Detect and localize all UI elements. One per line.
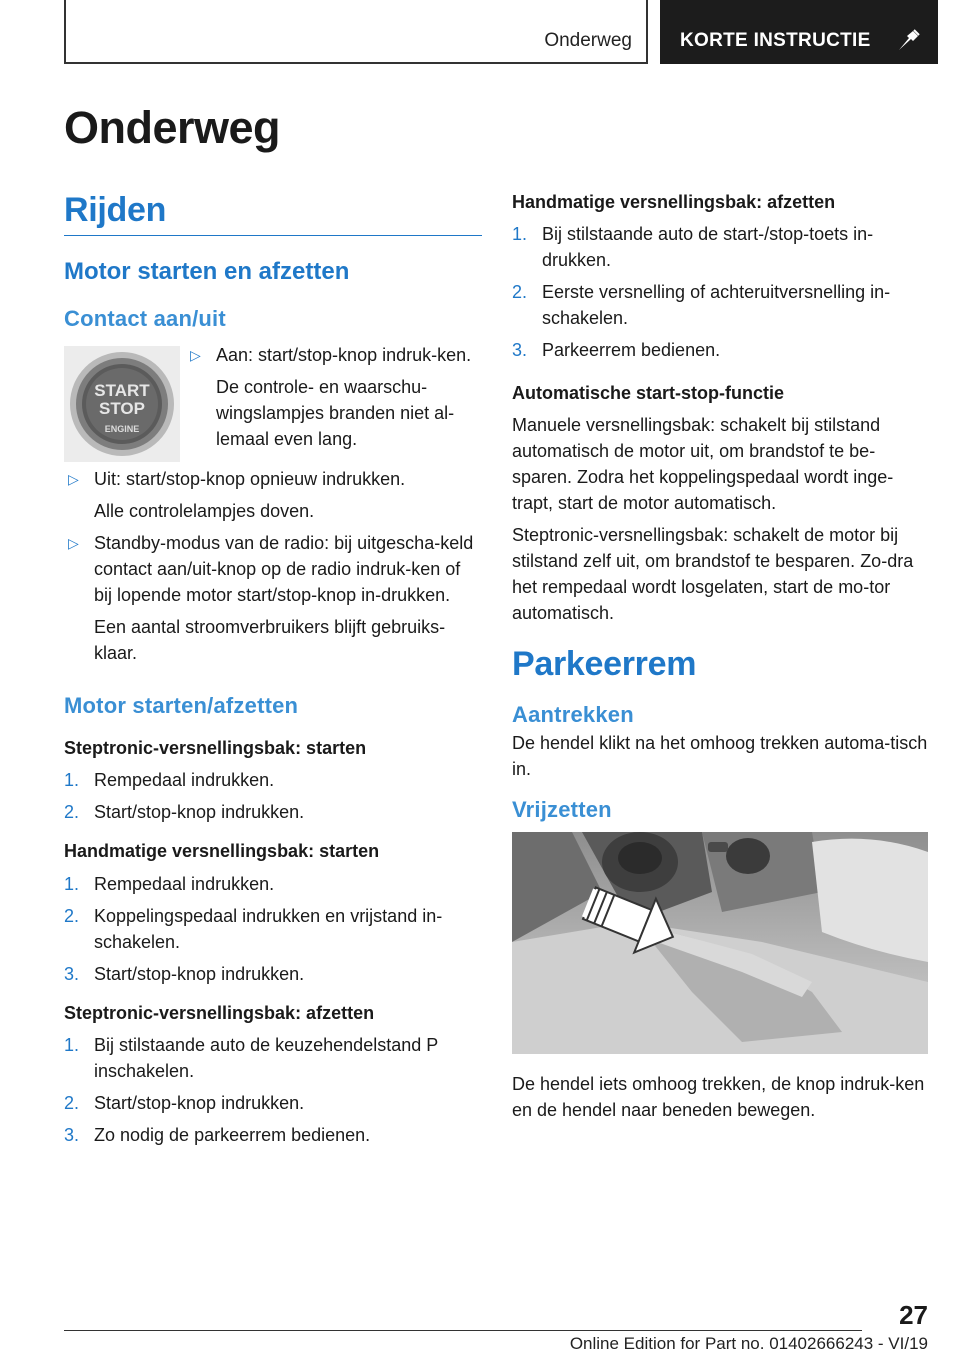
subheading-steptronic-starten: Steptronic-versnellingsbak: starten <box>64 738 367 759</box>
list-item <box>64 1032 482 1084</box>
step-text: Bij stilstaande auto de start-/stop-toets in-drukken. <box>542 224 874 271</box>
triangle-bullet-icon: ▷ <box>190 346 201 363</box>
step-number: 1. <box>64 770 80 791</box>
list-item <box>64 466 482 524</box>
heading-rijden: Rijden <box>64 190 482 236</box>
step-number: 2. <box>512 282 528 303</box>
footer-divider <box>64 1330 862 1331</box>
step-number: 1. <box>64 1034 80 1055</box>
step-number: 2. <box>64 1092 80 1113</box>
step-number: 3. <box>64 1124 80 1145</box>
list-item <box>64 903 482 955</box>
subheading-auto-start-stop: Automatische start-stop-functie <box>512 383 785 404</box>
chapter-title: Onderweg <box>64 102 281 153</box>
step-text: Rempedaal indrukken. <box>94 873 275 894</box>
right-column <box>512 190 930 1129</box>
step-number: 2. <box>64 802 80 823</box>
footer-edition: Online Edition for Part no. 01402666243 - VI/19 <box>569 1334 928 1353</box>
triangle-bullet-icon: ▷ <box>68 534 79 551</box>
heading-motor-starten-afzetten: Motor starten en afzetten <box>64 257 350 285</box>
steps-steptronic-starten <box>64 767 482 825</box>
step-number: 1. <box>512 224 528 245</box>
step-text: Start/stop-knop indrukken. <box>94 1092 305 1113</box>
contact-standby-note: Een aantal stroomverbruikers blijft gebruiks-klaar. <box>94 616 446 663</box>
handbrake-photo <box>512 832 928 1054</box>
step-text: Bij stilstaande auto de keuzehendelstand P inschakelen. <box>94 1034 438 1081</box>
list-item <box>64 1090 482 1116</box>
step-number: 2. <box>64 905 80 926</box>
step-text: Eerste versnelling of achteruitversnelling in-schakelen. <box>542 282 891 329</box>
page-number: 27 <box>899 1300 928 1330</box>
step-text: Zo nodig de parkeerrem bedienen. <box>94 1124 371 1145</box>
step-text: Koppelingspedaal indrukken en vrijstand in-schakelen. <box>94 905 443 952</box>
start-stop-engine-icon <box>64 346 180 462</box>
step-number: 3. <box>64 963 80 984</box>
header-section-box <box>64 0 648 64</box>
list-item <box>64 961 482 987</box>
contact-list-aan <box>186 342 482 462</box>
list-item <box>64 767 482 793</box>
contact-list <box>64 466 482 666</box>
subheading-handmatig-starten: Handmatige versnellingsbak: starten <box>64 841 380 862</box>
steps-steptronic-afzetten <box>64 1032 482 1148</box>
list-item <box>512 337 930 363</box>
list-item <box>512 279 930 331</box>
vrijzetten-text: De hendel iets omhoog trekken, de knop indruk-ken en de hendel naar beneden bewegen. <box>512 1074 925 1121</box>
heading-motor-starten: Motor starten/afzetten <box>64 692 299 718</box>
heading-parkeerrem: Parkeerrem <box>512 645 697 684</box>
lightning-icon <box>896 27 922 53</box>
auto-start-stop-para-2: Steptronic-versnellingsbak: schakelt de motor bij stilstand zelf uit, om brandstof te besparen. Zo-dra het rempedaal wordt losgelaten, start de mo-tor automatisch. <box>512 525 914 624</box>
contact-aan-text: Aan: start/stop-knop indruk-ken. <box>216 344 472 365</box>
left-column <box>64 190 482 1154</box>
header-section-label: Onderweg <box>544 30 632 51</box>
btn-text-stop: STOP <box>99 398 145 418</box>
step-text: Start/stop-knop indrukken. <box>94 802 305 823</box>
step-number: 3. <box>512 340 528 361</box>
contact-aan-note: De controle- en waarschu-wingslampjes branden niet al-lemaal even lang. <box>216 376 455 449</box>
triangle-bullet-icon: ▷ <box>68 470 79 487</box>
btn-text-start: START <box>94 380 150 400</box>
subheading-steptronic-afzetten: Steptronic-versnellingsbak: afzetten <box>64 1002 375 1023</box>
start-stop-button-image <box>64 346 180 462</box>
contact-row <box>64 342 482 462</box>
header-tab-korte-instructie[interactable] <box>660 0 938 64</box>
list-item <box>64 1122 482 1148</box>
heading-contact: Contact aan/uit <box>64 305 226 331</box>
subheading-handmatig-afzetten: Handmatige versnellingsbak: afzetten <box>512 192 836 212</box>
step-number: 1. <box>64 873 80 894</box>
list-item <box>186 342 482 452</box>
btn-text-engine: ENGINE <box>104 423 140 434</box>
contact-uit-note: Alle controlelampjes doven. <box>94 500 315 521</box>
step-text: Rempedaal indrukken. <box>94 770 275 791</box>
list-item <box>64 799 482 825</box>
list-item <box>64 871 482 897</box>
list-item <box>64 530 482 666</box>
aantrekken-text: De hendel klikt na het omhoog trekken automa-tisch in. <box>512 732 928 779</box>
list-item <box>512 221 930 273</box>
auto-start-stop-para-1: Manuele versnellingsbak: schakelt bij stilstand automatisch de motor uit, om brandstof te be-sparen. Zodra het koppelingspedaal wordt inge-trapt, start de motor automatisch. <box>512 415 894 514</box>
heading-aantrekken: Aantrekken <box>512 702 634 728</box>
steps-handmatig-starten <box>64 871 482 987</box>
contact-uit-text: Uit: start/stop-knop opnieuw indrukken. <box>94 468 406 489</box>
heading-vrijzetten: Vrijzetten <box>512 796 612 822</box>
header-tab-label: KORTE INSTRUCTIE <box>680 30 871 51</box>
steps-handmatig-afzetten <box>512 221 930 363</box>
contact-standby-text: Standby-modus van de radio: bij uitgescha-keld contact aan/uit-knop op de radio indruk-ken of bij lopende motor start/stop-knop in-drukken. <box>94 532 474 605</box>
step-text: Start/stop-knop indrukken. <box>94 963 305 984</box>
step-text: Parkeerrem bedienen. <box>542 340 721 361</box>
